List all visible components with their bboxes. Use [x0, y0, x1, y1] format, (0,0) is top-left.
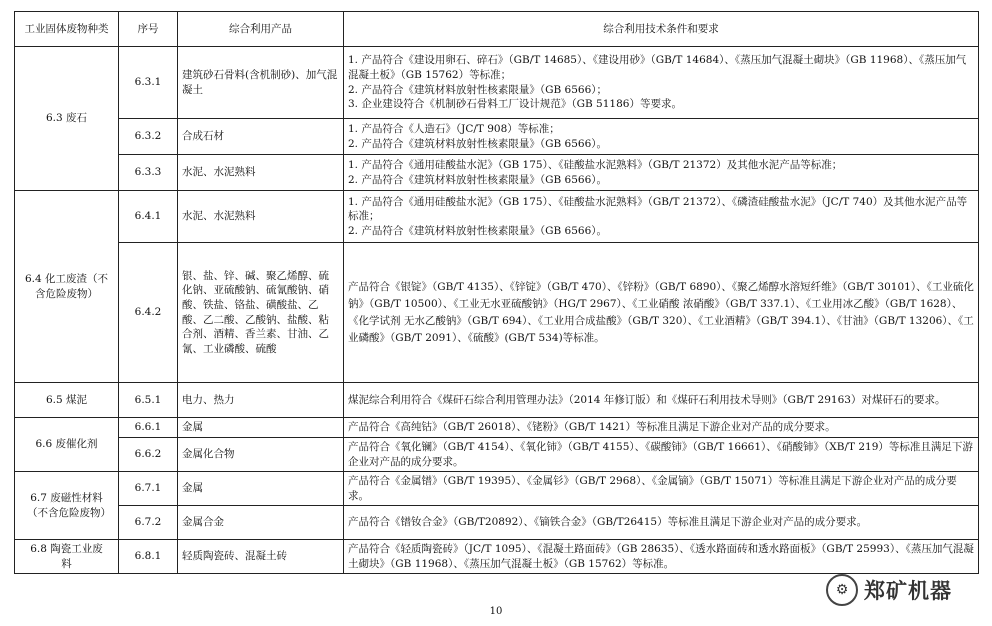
- requirement-line: 2. 产品符合《建筑材料放射性核素限量》（GB 6566）；: [348, 83, 608, 96]
- requirement-line: 1. 产品符合《通用硅酸盐水泥》（GB 175）、《硅酸盐水泥熟料》（GB/T 21372）及其他水泥产品等标准；: [348, 158, 843, 171]
- category-cell: 6.6 废催化剂: [15, 418, 119, 472]
- product-cell: 水泥、水泥熟料: [178, 155, 344, 191]
- header-product: 综合利用产品: [178, 12, 344, 47]
- category-cell: 6.4 化工废渣（不含危险废物）: [15, 191, 119, 383]
- requirement-line: 产品符合《金属镨》（GB/T 19395）、《金属钐》（GB/T 2968）、《金属镝》（GB/T 15071）等标准且满足下游企业对产品的成分要求。: [348, 474, 957, 502]
- table-row: [15, 383, 979, 418]
- requirements-cell: [344, 243, 979, 383]
- product-cell: 金属: [178, 472, 344, 506]
- page-number: 10: [489, 606, 503, 617]
- requirements-cell: [344, 119, 979, 155]
- product-cell: 金属: [178, 418, 344, 438]
- table-row: [15, 438, 979, 472]
- category-cell: 6.3 废石: [15, 47, 119, 191]
- requirement-line: 1. 产品符合《通用硅酸盐水泥》（GB 175）、《硅酸盐水泥熟料》（GB/T 21372）、《磷渣硅酸盐水泥》（JC/T 740）及其他水泥产品等标准；: [348, 195, 968, 223]
- item-number: 6.6.1: [119, 418, 178, 438]
- requirements-cell: [344, 418, 979, 438]
- gear-logo-icon: ⚙: [826, 574, 858, 606]
- requirement-line: 1. 产品符合《人造石》（JC/T 908）等标准；: [348, 122, 560, 135]
- requirement-line: 产品符合《氧化镧》（GB/T 4154）、《氧化铈》（GB/T 4155）、《碳酸铈》（GB/T 16661）、《硝酸铈》（XB/T 219）等标准且满足下游企业对产品的成分要求。: [348, 440, 973, 468]
- requirement-line: 1. 产品符合《建设用卵石、碎石》（GB/T 14685）、《建设用砂》（GB/T 14684）、《蒸压加气混凝土砌块》（GB 11968）、《蒸压加气混凝土板》（GB 15762）等标准；: [348, 54, 967, 81]
- product-cell: 银、盐、锌、碱、聚乙烯醇、硫化钠、亚硫酸钠、硫氰酸钠、硝酸、铁盐、铬盐、磺酸盐、乙酸、乙二酸、乙酸钠、盐酸、粘合剂、酒精、香兰素、甘油、乙氰、工业磷酸、硫酸: [178, 243, 344, 383]
- item-number: 6.3.1: [119, 47, 178, 119]
- requirement-line: 2. 产品符合《建筑材料放射性核素限量》（GB 6566）。: [348, 137, 608, 150]
- item-number: 6.6.2: [119, 438, 178, 472]
- product-cell: 合成石材: [178, 119, 344, 155]
- watermark-text: 郑矿机器: [864, 579, 952, 603]
- requirements-cell: [344, 438, 979, 472]
- requirement-line: 产品符合《镨钕合金》（GB/T20892）、《镝铁合金》（GB/T26415）等标准且满足下游企业对产品的成分要求。: [348, 516, 868, 529]
- requirements-cell: [344, 506, 979, 540]
- header-requirements: 综合利用技术条件和要求: [344, 12, 979, 47]
- table-row: [15, 472, 979, 506]
- item-number: 6.3.2: [119, 119, 178, 155]
- item-number: 6.7.2: [119, 506, 178, 540]
- item-number: 6.8.1: [119, 540, 178, 574]
- requirements-cell: [344, 540, 979, 574]
- requirement-line: 产品符合《银锭》（GB/T 4135）、《锌锭》（GB/T 470）、《锌粉》（GB/T 6890）、《聚乙烯醇水溶短纤维》（GB/T 30101）、《工业硫化钠》（GB/T 10500）、《工业无水亚硫酸钠》（HG/T 2967）、《工业硝酸 浓硝酸》（GB/T 337.1）、《工业用冰乙酸》（GB/T 1628）、《化学试剂 无水乙酸钠》（GB/T 694）、《工业用合成盐酸》（GB/T 320）、《工业酒精》（GB/T 394.1）、《甘油》（GB/T 13206）、《工业磷酸》（GB/T 2091）、《硫酸》(GB/T 534)等标准。: [348, 280, 974, 344]
- item-number: 6.7.1: [119, 472, 178, 506]
- table-row: [15, 418, 979, 438]
- requirements-cell: [344, 155, 979, 191]
- requirement-line: 产品符合《轻质陶瓷砖》（JC/T 1095）、《混凝土路面砖》（GB 28635）、《透水路面砖和透水路面板》（GB/T 25993）、《蒸压加气混凝土砌块》（GB 11968）、《蒸压加气混凝土板》（GB 15762）等标准。: [348, 542, 974, 570]
- category-cell: 6.8 陶瓷工业废料: [15, 540, 119, 574]
- product-cell: 金属合金: [178, 506, 344, 540]
- watermark: [826, 574, 952, 606]
- item-number: 6.4.1: [119, 191, 178, 243]
- product-cell: 建筑砂石骨料(含机制砂)、加气混凝土: [178, 47, 344, 119]
- item-number: 6.5.1: [119, 383, 178, 418]
- header-number: 序号: [119, 12, 178, 47]
- product-cell: 水泥、水泥熟料: [178, 191, 344, 243]
- requirement-line: 煤泥综合利用符合《煤矸石综合利用管理办法》（2014 年修订版）和《煤矸石利用技术导则》（GB/T 29163）对煤矸石的要求。: [348, 393, 946, 406]
- table-row: [15, 155, 979, 191]
- requirements-cell: [344, 191, 979, 243]
- requirement-line: 2. 产品符合《建筑材料放射性核素限量》（GB 6566）。: [348, 173, 608, 186]
- item-number: 6.3.3: [119, 155, 178, 191]
- table-header-row: [15, 12, 979, 47]
- product-cell: 金属化合物: [178, 438, 344, 472]
- requirement-line: 产品符合《高纯钴》（GB/T 26018）、《铑粉》（GB/T 1421）等标准且满足下游企业对产品的成分要求。: [348, 421, 836, 434]
- requirement-line: 2. 产品符合《建筑材料放射性核素限量》（GB 6566）。: [348, 224, 608, 237]
- category-cell: 6.7 废磁性材料（不含危险废物）: [15, 472, 119, 540]
- category-cell: 6.5 煤泥: [15, 383, 119, 418]
- standards-table: [14, 11, 979, 574]
- header-category: 工业固体废物种类: [15, 12, 119, 47]
- table-row: [15, 243, 979, 383]
- table-row: [15, 506, 979, 540]
- requirements-cell: [344, 47, 979, 119]
- requirements-cell: [344, 472, 979, 506]
- product-cell: 轻质陶瓷砖、混凝土砖: [178, 540, 344, 574]
- item-number: 6.4.2: [119, 243, 178, 383]
- requirement-line: 3. 企业建设符合《机制砂石骨料工厂设计规范》（GB 51186）等要求。: [348, 98, 682, 111]
- table-row: [15, 191, 979, 243]
- product-cell: 电力、热力: [178, 383, 344, 418]
- table-row: [15, 47, 979, 119]
- table-row: [15, 119, 979, 155]
- requirements-cell: [344, 383, 979, 418]
- table-row: [15, 540, 979, 574]
